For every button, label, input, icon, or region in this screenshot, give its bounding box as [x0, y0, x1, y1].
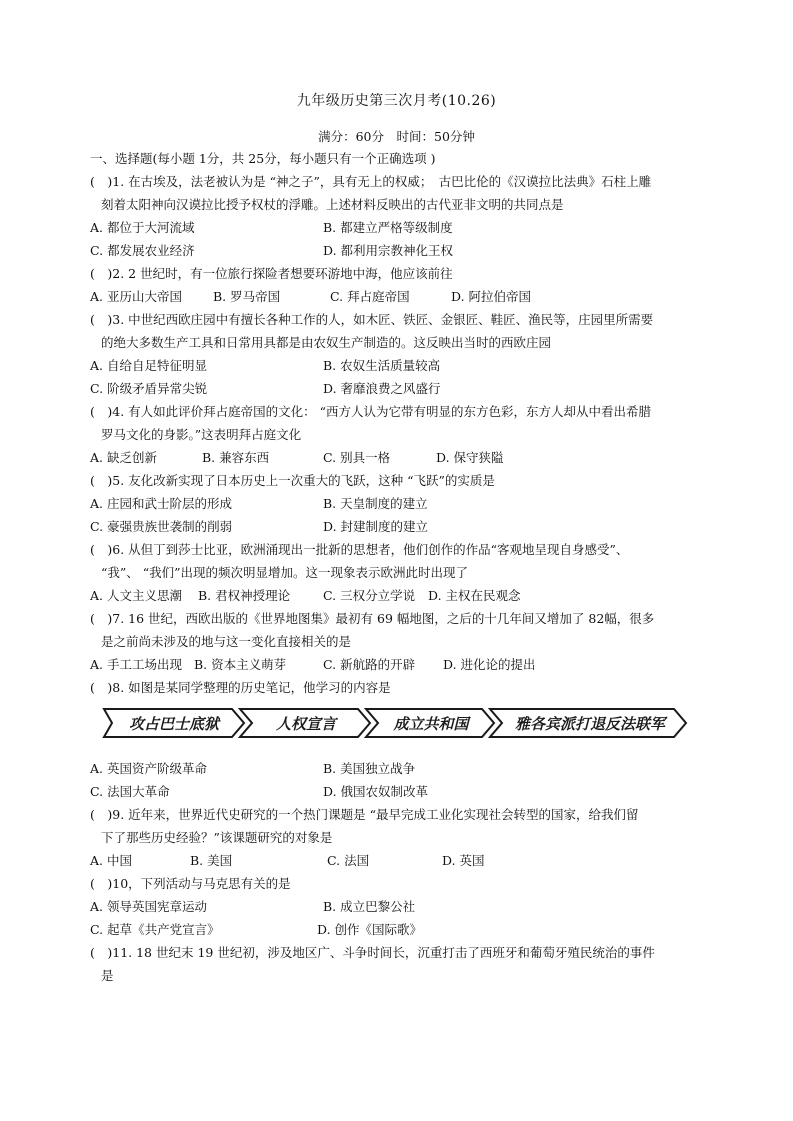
option-a[interactable]: A. 人文主义思潮 — [90, 588, 182, 603]
question-stem: ( )7. 16 世纪，西欧出版的《世界地图集》最初有 69 幅地图，之后的十几年间又增加了 82幅，很多 — [90, 611, 655, 626]
page-title: 九年级历史第三次月考(10.26) — [296, 93, 497, 109]
options-row — [90, 895, 710, 918]
option-a[interactable]: A. 自给自足特征明显 — [90, 358, 207, 373]
option-b[interactable]: B. 兼容东西 — [202, 450, 270, 465]
option-d[interactable]: D. 保守狭隘 — [436, 450, 504, 465]
question-stem: ( )11. 18 世纪末 19 世纪初，涉及地区广、斗争时间长，沉重打击了西班牙和葡萄牙殖民统治的事件 — [90, 945, 655, 960]
section-heading: 一、选择题(每小题 1分，共 25分，每小题只有一个正确选项 ) — [90, 151, 436, 166]
options-row — [90, 354, 710, 377]
question-stem-cont: 下了那些历史经验？”该课题研究的对象是 — [101, 830, 333, 845]
question-stem: ( )9. 近年来，世界近代史研究的一个热门课题是 “最早完成工业化实现社会转型的国家，给我们留 — [90, 807, 639, 822]
option-c[interactable]: C. 法国大革命 — [90, 784, 170, 799]
option-b[interactable]: B. 君权神授理论 — [198, 588, 291, 603]
option-d[interactable]: D. 进化论的提出 — [443, 657, 536, 672]
question-6 — [90, 538, 710, 607]
option-c[interactable]: C. 起草《共产党宣言》 — [90, 922, 220, 937]
question-stem-cont: 的绝大多数生产工具和日常用具都是由农奴生产制造的。这反映出当时的西欧庄园 — [101, 335, 552, 350]
option-c[interactable]: C. 都发展农业经济 — [90, 243, 195, 258]
option-d[interactable]: D. 封建制度的建立 — [323, 519, 429, 534]
options-row — [90, 285, 710, 308]
option-b[interactable]: B. 美国独立战争 — [323, 761, 416, 776]
question-stem-cont: 刻着太阳神向汉谟拉比授予权杖的浮雕。上述材料反映出的古代亚非文明的共同点是 — [101, 197, 564, 212]
question-stem: ( )6. 从但丁到莎士比亚，欧洲涌现出一批新的思想者，他们创作的作品“客观地呈现自身感受”、 — [90, 542, 629, 557]
option-c[interactable]: C. 阶级矛盾异常尖锐 — [90, 381, 208, 396]
question-3 — [90, 308, 710, 400]
option-a[interactable]: A. 中国 — [90, 853, 132, 868]
options-row — [90, 515, 710, 538]
options-row — [90, 849, 710, 872]
question-7 — [90, 607, 710, 676]
banner-label-3: 成立共和国 — [393, 715, 469, 733]
option-a[interactable]: A. 都位于大河流域 — [90, 220, 195, 235]
option-a[interactable]: A. 英国资产阶级革命 — [90, 761, 207, 776]
option-b[interactable]: B. 罗马帝国 — [213, 289, 281, 304]
question-stem: ( )4. 有人如此评价拜占庭帝国的文化： “西方人认为它带有明显的东方色彩，东方人却从中看出希腊 — [90, 404, 652, 419]
options-row — [90, 653, 710, 676]
option-c[interactable]: C. 别具一格 — [323, 450, 391, 465]
options-row — [90, 216, 710, 239]
question-stem: ( )10，下列活动与马克思有关的是 — [90, 876, 291, 891]
option-d[interactable]: D. 都利用宗教神化王权 — [323, 243, 454, 258]
option-d[interactable]: D. 创作《国际歌》 — [317, 922, 423, 937]
options-row — [90, 239, 710, 262]
exam-content — [90, 148, 710, 987]
question-stem: ( )2. 2 世纪时，有一位旅行探险者想要环游地中海，他应该前往 — [90, 266, 453, 281]
option-b[interactable]: B. 美国 — [190, 853, 233, 868]
option-d[interactable]: D. 奢靡浪费之风盛行 — [323, 381, 441, 396]
option-a[interactable]: A. 缺乏创新 — [90, 450, 157, 465]
option-c[interactable]: C. 新航路的开辟 — [323, 657, 416, 672]
option-a[interactable]: A. 庄园和武士阶层的形成 — [90, 496, 232, 511]
question-9 — [90, 803, 710, 872]
exam-meta: 满分：60分 时间：50分钟 — [318, 129, 475, 144]
options-row — [90, 918, 710, 941]
option-d[interactable]: D. 主权在民观念 — [428, 588, 521, 603]
banner-label-4: 雅各宾派打退反法联军 — [514, 715, 666, 733]
question-11 — [90, 941, 710, 987]
option-b[interactable]: B. 成立巴黎公社 — [323, 899, 416, 914]
option-d[interactable]: D. 俄国农奴制改革 — [323, 784, 429, 799]
options-row — [90, 757, 710, 780]
options-row — [90, 584, 710, 607]
history-notes-figure — [90, 703, 710, 751]
option-c[interactable]: C. 拜占庭帝国 — [330, 289, 410, 304]
options-row — [90, 446, 710, 469]
question-stem: ( )8. 如图是某同学整理的历史笔记，他学习的内容是 — [90, 680, 391, 695]
banner-label-2: 人权宣言 — [275, 715, 337, 733]
option-c[interactable]: C. 豪强贵族世袭制的削弱 — [90, 519, 233, 534]
question-stem: ( )5. 友化改新实现了日本历史上一次重大的飞跃，这种 “飞跃”的实质是 — [90, 473, 495, 488]
question-stem: ( )1. 在古埃及，法老被认为是 “神之子”，具有无上的权威； 古巴比伦的《汉谟拉比法典》石柱上雕 — [90, 174, 652, 189]
option-b[interactable]: B. 农奴生活质量较高 — [323, 358, 441, 373]
option-b[interactable]: B. 资本主义萌芽 — [194, 657, 287, 672]
question-10 — [90, 872, 710, 941]
option-a[interactable]: A. 亚历山大帝国 — [90, 289, 182, 304]
option-b[interactable]: B. 天皇制度的建立 — [323, 496, 428, 511]
question-stem-cont: “我”、 “我们”出现的频次明显增加。这一现象表示欧洲此时出现了 — [101, 565, 469, 580]
option-c[interactable]: C. 法国 — [327, 853, 370, 868]
option-d[interactable]: D. 阿拉伯帝国 — [451, 289, 532, 304]
option-c[interactable]: C. 三权分立学说 — [323, 588, 416, 603]
option-b[interactable]: B. 都建立严格等级制度 — [323, 220, 453, 235]
question-1 — [90, 170, 710, 262]
question-stem-cont: 是 — [101, 968, 114, 983]
options-row — [90, 780, 710, 803]
question-4 — [90, 400, 710, 469]
option-d[interactable]: D. 英国 — [442, 853, 485, 868]
question-2 — [90, 262, 710, 308]
option-a[interactable]: A. 手工工场出现 — [90, 657, 182, 672]
question-stem-cont: 罗马文化的身影。”这表明拜占庭文化 — [101, 427, 302, 442]
option-a[interactable]: A. 领导英国宪章运动 — [90, 899, 207, 914]
options-row — [90, 377, 710, 400]
arrow-banner — [102, 703, 688, 743]
banner-label-1: 攻占巴士底狱 — [128, 715, 220, 733]
question-8 — [90, 676, 710, 803]
question-5 — [90, 469, 710, 538]
question-stem: ( )3. 中世纪西欧庄园中有擅长各种工作的人，如木匠、铁匠、金银匠、鞋匠、渔民等，庄园里所需要 — [90, 312, 654, 327]
question-stem-cont: 是之前尚未涉及的地与这一变化直接相关的是 — [101, 634, 352, 649]
options-row — [90, 492, 710, 515]
